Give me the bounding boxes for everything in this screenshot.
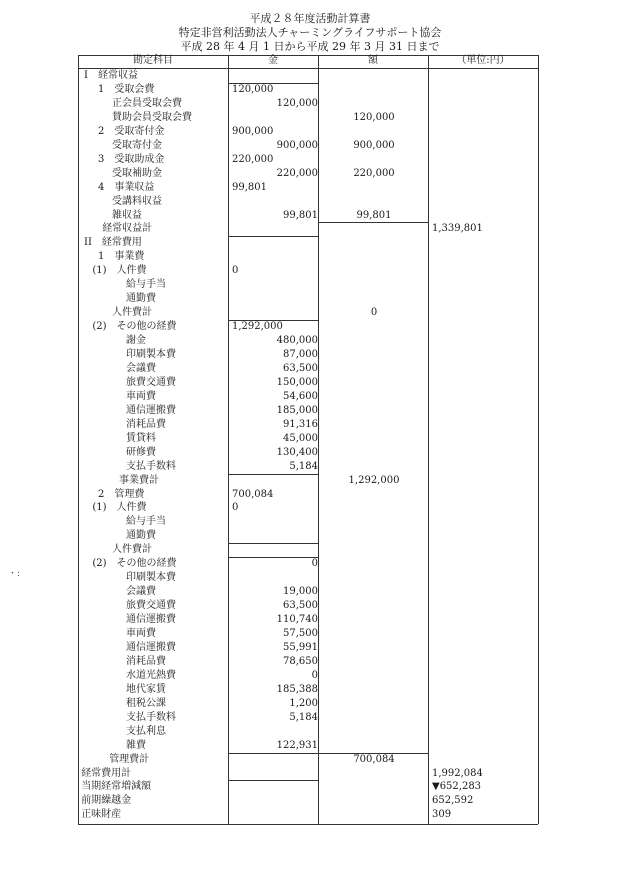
row-separator: [228, 557, 318, 558]
row-label: 正会員受取会費: [112, 97, 182, 109]
row-value-c2: 87,000: [283, 349, 318, 360]
row-label: 消耗品費: [126, 418, 166, 430]
row-value-c2: 54,600: [283, 390, 318, 402]
row-value-c1: 120,000: [232, 83, 274, 95]
row-value-c1: 99,801: [232, 181, 267, 193]
row-label: 1 受取会費: [98, 83, 155, 95]
row-label: 雑収益: [112, 209, 142, 221]
row-value-c2: 130,400: [276, 446, 318, 458]
row-label: 通信運搬費: [126, 641, 176, 653]
row-label: 事業費計: [119, 474, 159, 486]
row-separator: [228, 236, 318, 237]
row-separator: [228, 780, 318, 781]
header-unit: （単位:円）: [456, 55, 510, 66]
row-value-c3: 220,000: [353, 167, 395, 179]
row-label: 当期経常増減額: [81, 781, 152, 793]
scan-mark: ・:: [8, 569, 21, 579]
row-label: 経常収益計: [102, 223, 153, 235]
row-label: 研修費: [126, 446, 156, 458]
row-separator: [318, 222, 428, 223]
row-value-c1: 1,292,000: [232, 321, 283, 333]
row-value-c2: 122,931: [276, 739, 318, 751]
row-label: 通信運搬費: [126, 404, 176, 416]
row-label: 旅費交通費: [126, 376, 176, 388]
row-separator: [318, 753, 428, 754]
row-label: 租税公課: [126, 697, 166, 709]
row-label: 雑費: [126, 739, 146, 751]
row-label: 謝金: [126, 335, 146, 347]
report-title: 平成２８年度活動計算書: [249, 12, 371, 25]
row-value-c1: 220,000: [232, 153, 274, 165]
row-label: (2) その他の経費: [92, 321, 177, 333]
row-value-c2: 185,000: [276, 404, 318, 416]
row-label: 車両費: [126, 628, 156, 639]
row-value-c2: 1,200: [289, 697, 318, 709]
row-value-c4: 1,992,084: [432, 767, 483, 779]
row-value-c3: 1,292,000: [348, 474, 400, 486]
row-value-c2: 0: [311, 558, 318, 570]
row-label: 地代家賃: [126, 683, 166, 695]
row-value-c2: 78,650: [283, 655, 318, 667]
row-value-c1: 0: [232, 265, 239, 277]
row-label: 賛助会員受取会費: [112, 111, 192, 123]
row-label: 賃貸料: [126, 432, 156, 444]
row-value-c2: 120,000: [276, 97, 318, 109]
row-label: 前期繰越金: [81, 795, 132, 807]
row-label: 通信運搬費: [126, 614, 176, 626]
row-value-c2: 91,316: [283, 418, 318, 430]
row-value-c1: 0: [232, 502, 239, 514]
row-value-c2: 185,388: [276, 683, 318, 695]
row-value-c2: 63,500: [283, 600, 318, 612]
row-label: 水道光熱費: [126, 669, 176, 681]
row-value-c2: 480,000: [276, 335, 318, 347]
row-label: 給与手当: [126, 516, 166, 528]
row-value-c2: 57,500: [283, 628, 318, 639]
row-label: 会議費: [126, 586, 156, 598]
row-separator: [228, 83, 318, 84]
row-label: 経常費用計: [81, 767, 132, 779]
row-value-c4: 1,339,801: [432, 223, 483, 235]
row-label: 通勤費: [126, 293, 156, 305]
row-separator: [228, 543, 318, 544]
row-label: 1 事業費: [98, 251, 145, 263]
row-label: 通勤費: [126, 530, 156, 542]
row-label: (2) その他の経費: [92, 558, 177, 570]
row-value-c2: 5,184: [289, 460, 318, 472]
header-kin: 金: [268, 55, 278, 66]
row-label: 人件費計: [112, 544, 152, 556]
row-label: 3 受取助成金: [98, 153, 165, 165]
header-gaku: 額: [368, 55, 378, 66]
row-separator: [228, 320, 318, 321]
row-label: 支払利息: [126, 725, 166, 737]
row-value-c2: 5,184: [289, 711, 318, 723]
organization-name: 特定非営利活動法人チャーミングライフサポート協会: [178, 26, 442, 39]
row-label: 受取補助金: [112, 167, 162, 179]
row-label: 2 管理費: [98, 488, 145, 500]
row-value-c2: 63,500: [283, 362, 318, 374]
row-value-c2: 45,000: [283, 432, 318, 444]
row-label: 支払手数料: [126, 711, 176, 723]
row-value-c4: ▼652,283: [432, 781, 482, 793]
row-label: 正味財産: [81, 809, 122, 821]
row-label: 印刷製本費: [126, 572, 176, 584]
row-label: 車両費: [126, 390, 156, 402]
row-label: 2 受取寄付金: [98, 125, 165, 137]
row-value-c2: 150,000: [276, 376, 318, 388]
row-value-c2: 19,000: [283, 586, 318, 598]
row-label: 旅費交通費: [126, 600, 176, 612]
row-label: 会議費: [126, 362, 156, 374]
row-value-c3: 99,801: [356, 209, 392, 221]
row-value-c4: 309: [432, 809, 452, 821]
report-period: 平成 28 年 4 月 1 日から平成 29 年 3 月 31 日まで: [180, 40, 440, 53]
row-label: 人件費計: [112, 307, 152, 319]
row-value-c3: 700,084: [353, 753, 395, 765]
row-label: (1) 人件費: [92, 502, 147, 514]
row-value-c1: 700,084: [232, 488, 274, 500]
row-label: I 経常収益: [84, 70, 138, 81]
row-label: 管理費計: [109, 753, 150, 765]
row-label: 受取寄付金: [112, 139, 162, 151]
row-value-c2: 900,000: [276, 139, 318, 151]
row-value-c2: 220,000: [276, 167, 318, 179]
row-value-c2: 55,991: [283, 641, 318, 653]
row-label: 4 事業収益: [98, 181, 155, 193]
row-value-c4: 652,592: [432, 795, 474, 807]
row-label: 印刷製本費: [126, 349, 176, 360]
row-label: 支払手数料: [126, 460, 176, 472]
row-value-c3: 900,000: [353, 139, 395, 151]
row-value-c2: 110,740: [276, 614, 318, 626]
row-label: (1) 人件費: [92, 265, 147, 277]
row-label: 消耗品費: [126, 655, 166, 667]
activity-statement-table: [78, 55, 538, 824]
row-value-c1: 900,000: [232, 125, 274, 137]
row-value-c2: 0: [311, 669, 318, 681]
row-label: II 経常費用: [84, 237, 142, 249]
row-value-c2: 99,801: [283, 209, 318, 221]
row-value-c3: 0: [370, 307, 378, 319]
row-separator: [228, 474, 318, 475]
header-account: 勘定科目: [133, 55, 173, 66]
row-label: 給与手当: [126, 279, 166, 291]
row-separator: [228, 753, 318, 754]
row-value-c3: 120,000: [353, 111, 395, 123]
row-label: 受講料収益: [112, 195, 162, 207]
